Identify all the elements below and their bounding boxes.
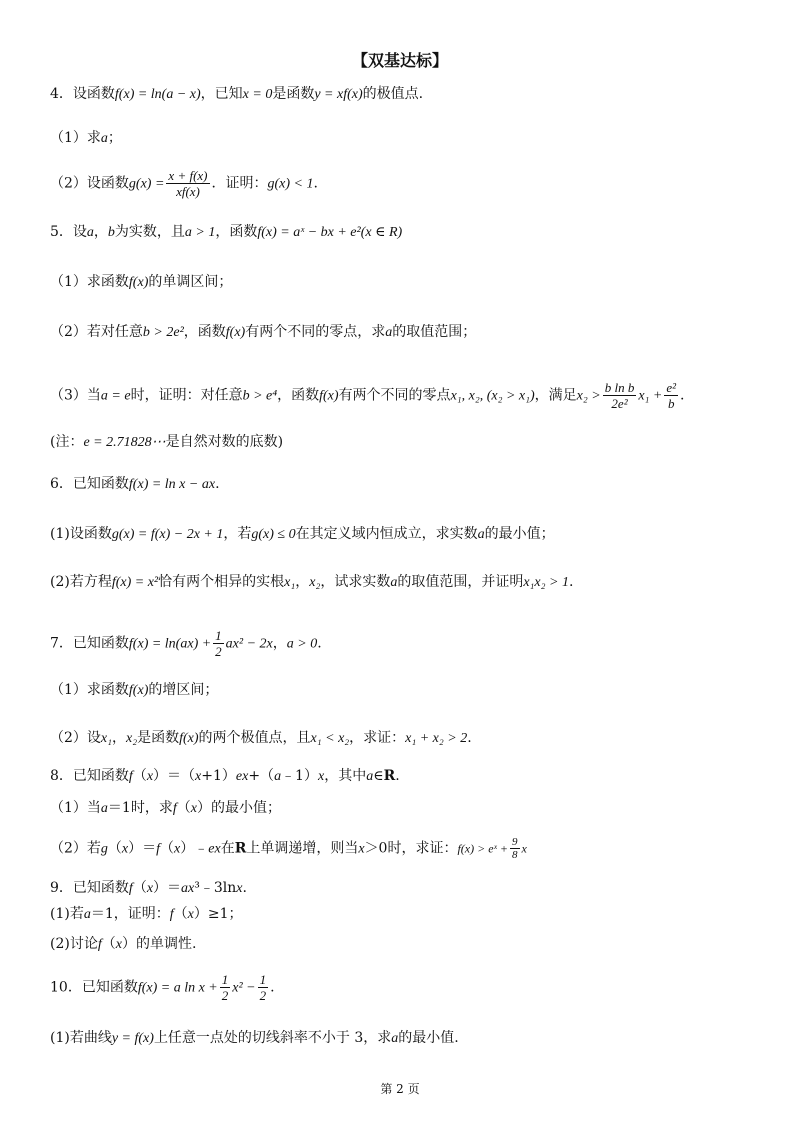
math-expression: x = 0	[242, 87, 273, 102]
text: 4．设函数	[50, 86, 115, 102]
text: 恰有两个相异的实根	[158, 574, 285, 590]
text: ＞0时，求证：	[364, 840, 458, 857]
math-expression: f(x) = ln x − ax	[128, 477, 216, 492]
problem-6-part-2	[50, 572, 573, 593]
real-number-set: R	[383, 768, 396, 784]
math-expression: f(x) = a ln x +	[137, 980, 218, 996]
text: 的最小值；	[484, 526, 555, 542]
problem-5-part-3	[50, 380, 684, 411]
fraction-denominator: 2	[215, 644, 222, 659]
text: .	[242, 880, 247, 896]
text: 为实数，且	[114, 224, 185, 240]
text: 是函数	[137, 730, 180, 746]
text: （1）求	[50, 130, 101, 146]
text: （1）当	[50, 800, 101, 816]
fraction-denominator: b	[667, 396, 675, 411]
math-variable: a	[83, 907, 91, 922]
math-variable: f	[172, 801, 177, 816]
math-expression: g(x) =	[128, 176, 165, 192]
text: 的两个极值点，且	[198, 730, 311, 746]
math-expression: f(x) = ln(a − x)	[114, 87, 201, 102]
text: ）＝	[128, 840, 157, 857]
text: 10．已知函数	[50, 979, 138, 996]
math-variable: x	[317, 769, 325, 784]
math-variable: f	[97, 937, 102, 952]
fraction	[510, 836, 520, 861]
text: 6．已知函数	[50, 476, 129, 492]
text: .	[467, 730, 472, 746]
fraction	[213, 628, 224, 659]
math-variable: f	[128, 769, 133, 784]
problem-8-part-1	[50, 798, 281, 819]
problem-10-part-1	[50, 1028, 459, 1049]
problem-6-statement	[50, 474, 220, 495]
fraction	[220, 972, 231, 1003]
text: 的取值范围，并证明	[397, 574, 524, 590]
math-expression: f(x) = x²	[111, 575, 159, 590]
fraction-numerator: e²	[666, 380, 677, 395]
text: (2)若方程	[50, 574, 112, 590]
text: 7．已知函数	[50, 635, 129, 652]
math-variable: f	[128, 881, 133, 896]
text: ＝1，证明：	[90, 906, 170, 922]
math-variable: f	[156, 841, 161, 857]
text: （1）求函数	[50, 682, 129, 698]
problem-9-statement	[50, 878, 247, 899]
problem-5-part-1	[50, 272, 232, 293]
math-expression: x₁ +	[638, 388, 663, 404]
math-expression: g(x) ≤ 0	[251, 527, 296, 542]
text: ，试求实数	[320, 574, 391, 590]
text: （	[176, 800, 191, 816]
text: （	[107, 840, 122, 857]
fraction	[664, 380, 678, 411]
text: .	[568, 574, 574, 590]
math-expression: ax	[181, 881, 195, 896]
problem-10-statement	[50, 972, 275, 1003]
text: ）的单调性.	[121, 936, 197, 952]
text: 有两个不同的零点	[338, 387, 451, 404]
problem-4-part-1	[50, 128, 122, 149]
math-variable: x	[115, 937, 122, 952]
math-variable: x	[358, 841, 365, 857]
text: ，	[295, 574, 310, 590]
text: 是自然对数的底数)	[165, 434, 284, 450]
problem-5-part-2	[50, 322, 476, 343]
text: 在	[220, 840, 235, 857]
problem-7-statement	[50, 628, 322, 659]
text: （2）若	[50, 840, 101, 857]
math-expression: b > e⁴	[242, 388, 278, 404]
text: 有两个不同的零点，求	[245, 324, 386, 340]
text: .	[680, 387, 685, 404]
text: .	[270, 979, 275, 996]
math-variable: x₁	[100, 731, 113, 746]
math-variable: g	[100, 841, 108, 857]
text: （	[173, 906, 188, 922]
text: 的极值点.	[362, 86, 424, 102]
text: .	[395, 768, 400, 784]
text: （	[132, 768, 147, 784]
math-expression: f(x) = ln(ax) +	[128, 636, 212, 652]
text: ﹣3ln	[199, 880, 237, 896]
math-variable: x	[146, 769, 154, 784]
text: (2)讨论	[50, 936, 98, 952]
math-variable: x	[187, 907, 194, 922]
text: ，函数	[183, 324, 226, 340]
problem-8-part-2	[50, 836, 527, 861]
real-number-set: R	[234, 840, 247, 857]
text: ＝1时，求	[107, 800, 173, 816]
text: ，其中	[324, 768, 367, 784]
math-variable: a	[385, 325, 393, 340]
fraction	[166, 168, 209, 199]
math-expression: ex	[208, 841, 221, 857]
text: 8．已知函数	[50, 768, 129, 784]
text: （2）设函数	[50, 175, 129, 192]
text: +（	[248, 768, 275, 784]
text: （1）求函数	[50, 274, 129, 290]
text: ．证明：	[211, 175, 268, 192]
math-expression: f(x) > eˣ +	[457, 841, 509, 856]
text: .	[215, 476, 220, 492]
text: (1)若曲线	[50, 1030, 112, 1046]
text: ，	[93, 224, 108, 240]
problem-4-part-2	[50, 168, 318, 199]
math-expression: x₁x₂ > 1	[523, 575, 569, 590]
fraction-numerator: 9	[512, 836, 518, 848]
problem-7-part-1	[50, 680, 218, 701]
problem-7-part-2	[50, 728, 472, 749]
text: 的最小值.	[398, 1030, 459, 1046]
math-variable: x	[146, 881, 154, 896]
math-variable: x₂	[126, 731, 138, 746]
text: 9．已知函数	[50, 880, 129, 896]
math-expression: f(x)	[225, 325, 246, 340]
text: （3）当	[50, 387, 101, 404]
text: (1)若	[50, 906, 84, 922]
text: ）﹣	[180, 840, 209, 857]
text: （	[101, 936, 116, 952]
math-variable: x	[190, 801, 197, 816]
problem-4-statement	[50, 84, 423, 105]
text: 上任意一点处的切线斜率不小于 3，求	[153, 1030, 392, 1046]
text: （2）设	[50, 730, 101, 746]
text: 的取值范围；	[392, 324, 477, 340]
problem-6-part-1	[50, 524, 555, 545]
text: ）≥1；	[193, 906, 243, 922]
problem-5-note	[50, 432, 283, 453]
math-expression: e = 2.71828⋯	[83, 435, 166, 450]
math-variable: a	[86, 225, 94, 240]
text: ³	[194, 880, 200, 896]
text: ，求证：	[349, 730, 406, 746]
text: 在其定义域内恒成立，求实数	[295, 526, 478, 542]
math-expression: b > 2e²	[142, 325, 184, 340]
math-expression: a > 1	[184, 225, 216, 240]
fraction-numerator: 1	[215, 628, 222, 643]
text: 的单调区间；	[148, 274, 233, 290]
text: +1）	[201, 768, 236, 784]
text: （	[132, 880, 147, 896]
fraction-denominator: 8	[512, 849, 518, 861]
text: 时，证明：对任意	[130, 387, 243, 404]
text: .	[313, 175, 318, 192]
math-variable: a	[274, 769, 282, 784]
text: ，已知	[200, 86, 243, 102]
problem-9-part-1	[50, 904, 243, 925]
text: ，若	[223, 526, 252, 542]
text: ，函数	[277, 387, 320, 404]
math-variable: x	[121, 841, 129, 857]
math-expression: a > 0	[286, 636, 318, 652]
text: ，	[272, 635, 287, 652]
problem-9-part-2	[50, 934, 196, 955]
problem-8-statement	[50, 766, 400, 787]
math-expression: ex	[235, 769, 249, 784]
text: ，函数	[215, 224, 258, 240]
math-expression: y = f(x)	[111, 1031, 154, 1046]
text: ）的最小值；	[196, 800, 281, 816]
math-variable: a	[477, 527, 485, 542]
fraction-denominator: 2e²	[611, 396, 628, 411]
math-variable: x	[174, 841, 181, 857]
text: ；	[107, 130, 122, 146]
fraction	[258, 972, 269, 1003]
text: (1)设函数	[50, 526, 112, 542]
fraction-numerator: b ln b	[604, 380, 635, 395]
math-variable: a	[390, 575, 398, 590]
text: （	[160, 840, 175, 857]
text: .	[317, 635, 322, 652]
text: (注：	[50, 434, 84, 450]
math-expression: x² −	[232, 980, 256, 996]
fraction-denominator: 2	[259, 988, 267, 1003]
math-variable: a	[100, 801, 108, 816]
math-expression: g(x) = f(x) − 2x + 1	[111, 527, 224, 542]
math-expression: y = xf(x)	[314, 87, 363, 102]
text: 5．设	[50, 224, 87, 240]
fraction-numerator: x + f(x)	[168, 168, 208, 183]
math-variable: x	[236, 881, 243, 896]
math-variable: f	[169, 907, 174, 922]
text: ）＝（	[153, 768, 196, 784]
math-variable: x	[521, 841, 527, 856]
math-expression: x₁, x₂, (x₂ > x₁)	[450, 388, 535, 404]
text: ）＝	[153, 880, 182, 896]
fraction-denominator: 2	[221, 988, 229, 1003]
text: ∈	[373, 768, 384, 784]
math-expression: ax² − 2x	[225, 636, 273, 652]
page-number: 第 2 页	[380, 1082, 420, 1096]
fraction-numerator: 1	[259, 972, 267, 987]
text: ，	[112, 730, 127, 746]
math-variable: a	[391, 1031, 399, 1046]
text: （2）若对任意	[50, 324, 143, 340]
text: ﹣1）	[281, 768, 318, 784]
fraction-denominator: xf(x)	[176, 184, 200, 199]
section-title: 【双基达标】	[351, 51, 448, 70]
math-variable: x₂	[309, 575, 321, 590]
math-expression: f(x) = aˣ − bx + e²(x ∈ R)	[257, 225, 403, 240]
text: 的增区间；	[148, 682, 219, 698]
math-variable: x	[195, 769, 202, 784]
text: ，满足	[534, 387, 577, 404]
math-expression: g(x) < 1	[267, 176, 314, 192]
math-expression: x₁ + x₂ > 2	[405, 731, 468, 746]
math-expression: x₁ < x₂	[310, 731, 350, 746]
math-expression: f(x)	[128, 683, 149, 698]
fraction-numerator: 1	[221, 972, 229, 987]
fraction	[603, 380, 637, 411]
math-expression: f(x)	[128, 275, 149, 290]
math-expression: x₂ >	[576, 388, 601, 404]
math-variable: a	[366, 769, 374, 784]
math-variable: b	[107, 225, 115, 240]
math-variable: a	[100, 131, 108, 146]
math-expression: a = e	[100, 388, 131, 404]
text: 是函数	[272, 86, 315, 102]
problem-5-statement	[50, 222, 402, 243]
math-expression: f(x)	[319, 388, 339, 404]
text: 上单调递增，则当	[246, 840, 359, 857]
math-variable: x₁	[284, 575, 296, 590]
math-expression: f(x)	[179, 731, 199, 746]
